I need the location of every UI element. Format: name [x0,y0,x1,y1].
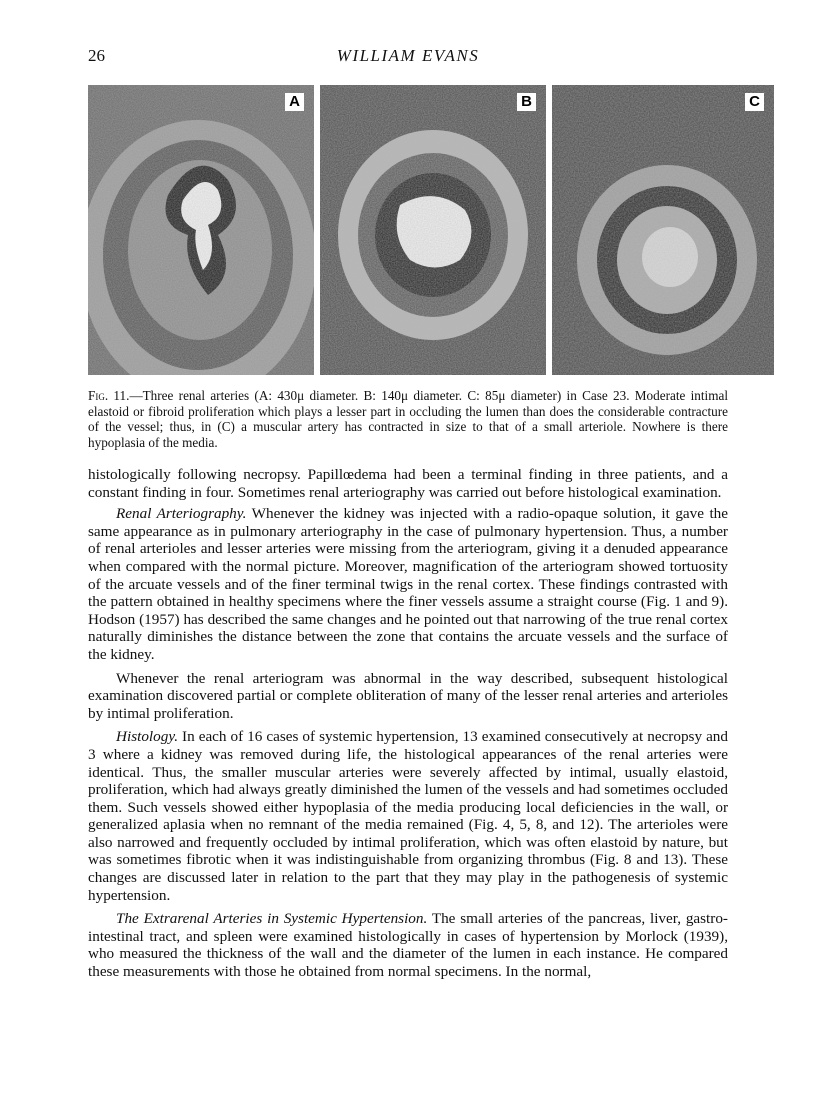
figure-caption-label: Fig. 11. [88,388,130,403]
body-text [88,466,728,987]
section-heading-extrarenal-arteries: The Extrarenal Arteries in Systemic Hypertension. [116,910,428,928]
figure-caption-text: —Three renal arteries (A: 430μ diameter. B: 140μ diameter. C: 85μ diameter) in Case 23. Moderate intimal elastoid or fibroid proliferation which plays a lesser part in occluding the lumen than does the considerable contracture of the vessel; thus, in (C) a muscular artery has contracted in size to that of a small arteriole. Nowhere is there hypoplasia of the media. [88,388,728,450]
paragraph-renal-arteriography: Renal Arteriography. Whenever the kidney was injected with a radio-opaque solution, it gave the same appearance as in pulmonary arteriography in the case of pulmonary hypertension. Thus, a number of renal arterioles and lesser arteries were missing from the arteriogram, giving it a denuded appearance when compared with the normal picture. Moreover, magnification of the arteriogram showed tortuosity of the arcuate vessels and of the finer terminal twigs in the renal cortex. These findings contrasted with the pattern obtained in healthy specimens where the finer vessels assume a straight course (Fig. 1 and 9). Hodson (1957) has described the same changes and he pointed out that narrowing of the true renal cortex naturally diminishes the distance between the zone that contains the arcuate vessels and the surface of the kidney. [88,505,729,663]
micrograph-b-image [320,85,546,375]
paragraph: Whenever the renal arteriogram was abnormal in the way described, subsequent histological examination discovered partial or complete obliteration of many of the lesser renal arteries and arterioles by intimal proliferation. [88,669,728,722]
figure-caption [88,388,728,450]
figure-panel-a [88,85,314,375]
figure-panel-c [552,85,774,375]
running-head: WILLIAM EVANS [336,46,480,65]
micrograph-a-image [88,85,314,375]
panel-label-a: A [285,93,304,111]
paragraph: histologically following necropsy. Papillœdema had been a terminal finding in three patients, and a constant finding in four. Sometimes renal arteriography was carried out before histological examination. [88,466,728,501]
paragraph-histology: Histology. In each of 16 cases of systemic hypertension, 13 examined consecutively at necropsy and 3 where a kidney was removed during life, the histological appearances of the renal arteries were identical. Thus, the smaller muscular arteries were severely affected by intimal, usually elastoid, proliferation, which had always greatly diminished the lumen of the vessels and had sometimes occluded them. Such vessels showed either hypoplasia of the media producing local deficiencies in the wall, or generalized aplasia when no remnant of the media remained (Fig. 4, 5, 8, and 12). The arterioles were also narrowed and frequently occluded by intimal proliferation, which was often elastoid by nature, but was sometimes fibrotic when it was indistinguishable from organizing thrombus (Fig. 8 and 13). These changes are discussed later in relation to the part that they may play in the pathogenesis of systemic hypertension. [88,728,728,904]
section-heading-histology: Histology. [116,728,179,746]
panel-label-c: C [745,93,764,111]
figure-panel-b [320,85,546,375]
panel-label-b: B [517,93,536,111]
section-heading-renal-arteriography: Renal Arteriography. [116,505,247,523]
page-number: 26 [88,46,105,65]
paragraph-extrarenal-arteries: The Extrarenal Arteries in Systemic Hypertension. The small arteries of the pancreas, liver, gastro-intestinal tract, and spleen were examined histologically in cases of hypertension by Morlock (1939), who measured the thickness of the wall and the diameter of the lumen in each instance. He compared these measurements with those he obtained from normal specimens. In the normal, [88,910,728,981]
micrograph-c-image [552,85,774,375]
